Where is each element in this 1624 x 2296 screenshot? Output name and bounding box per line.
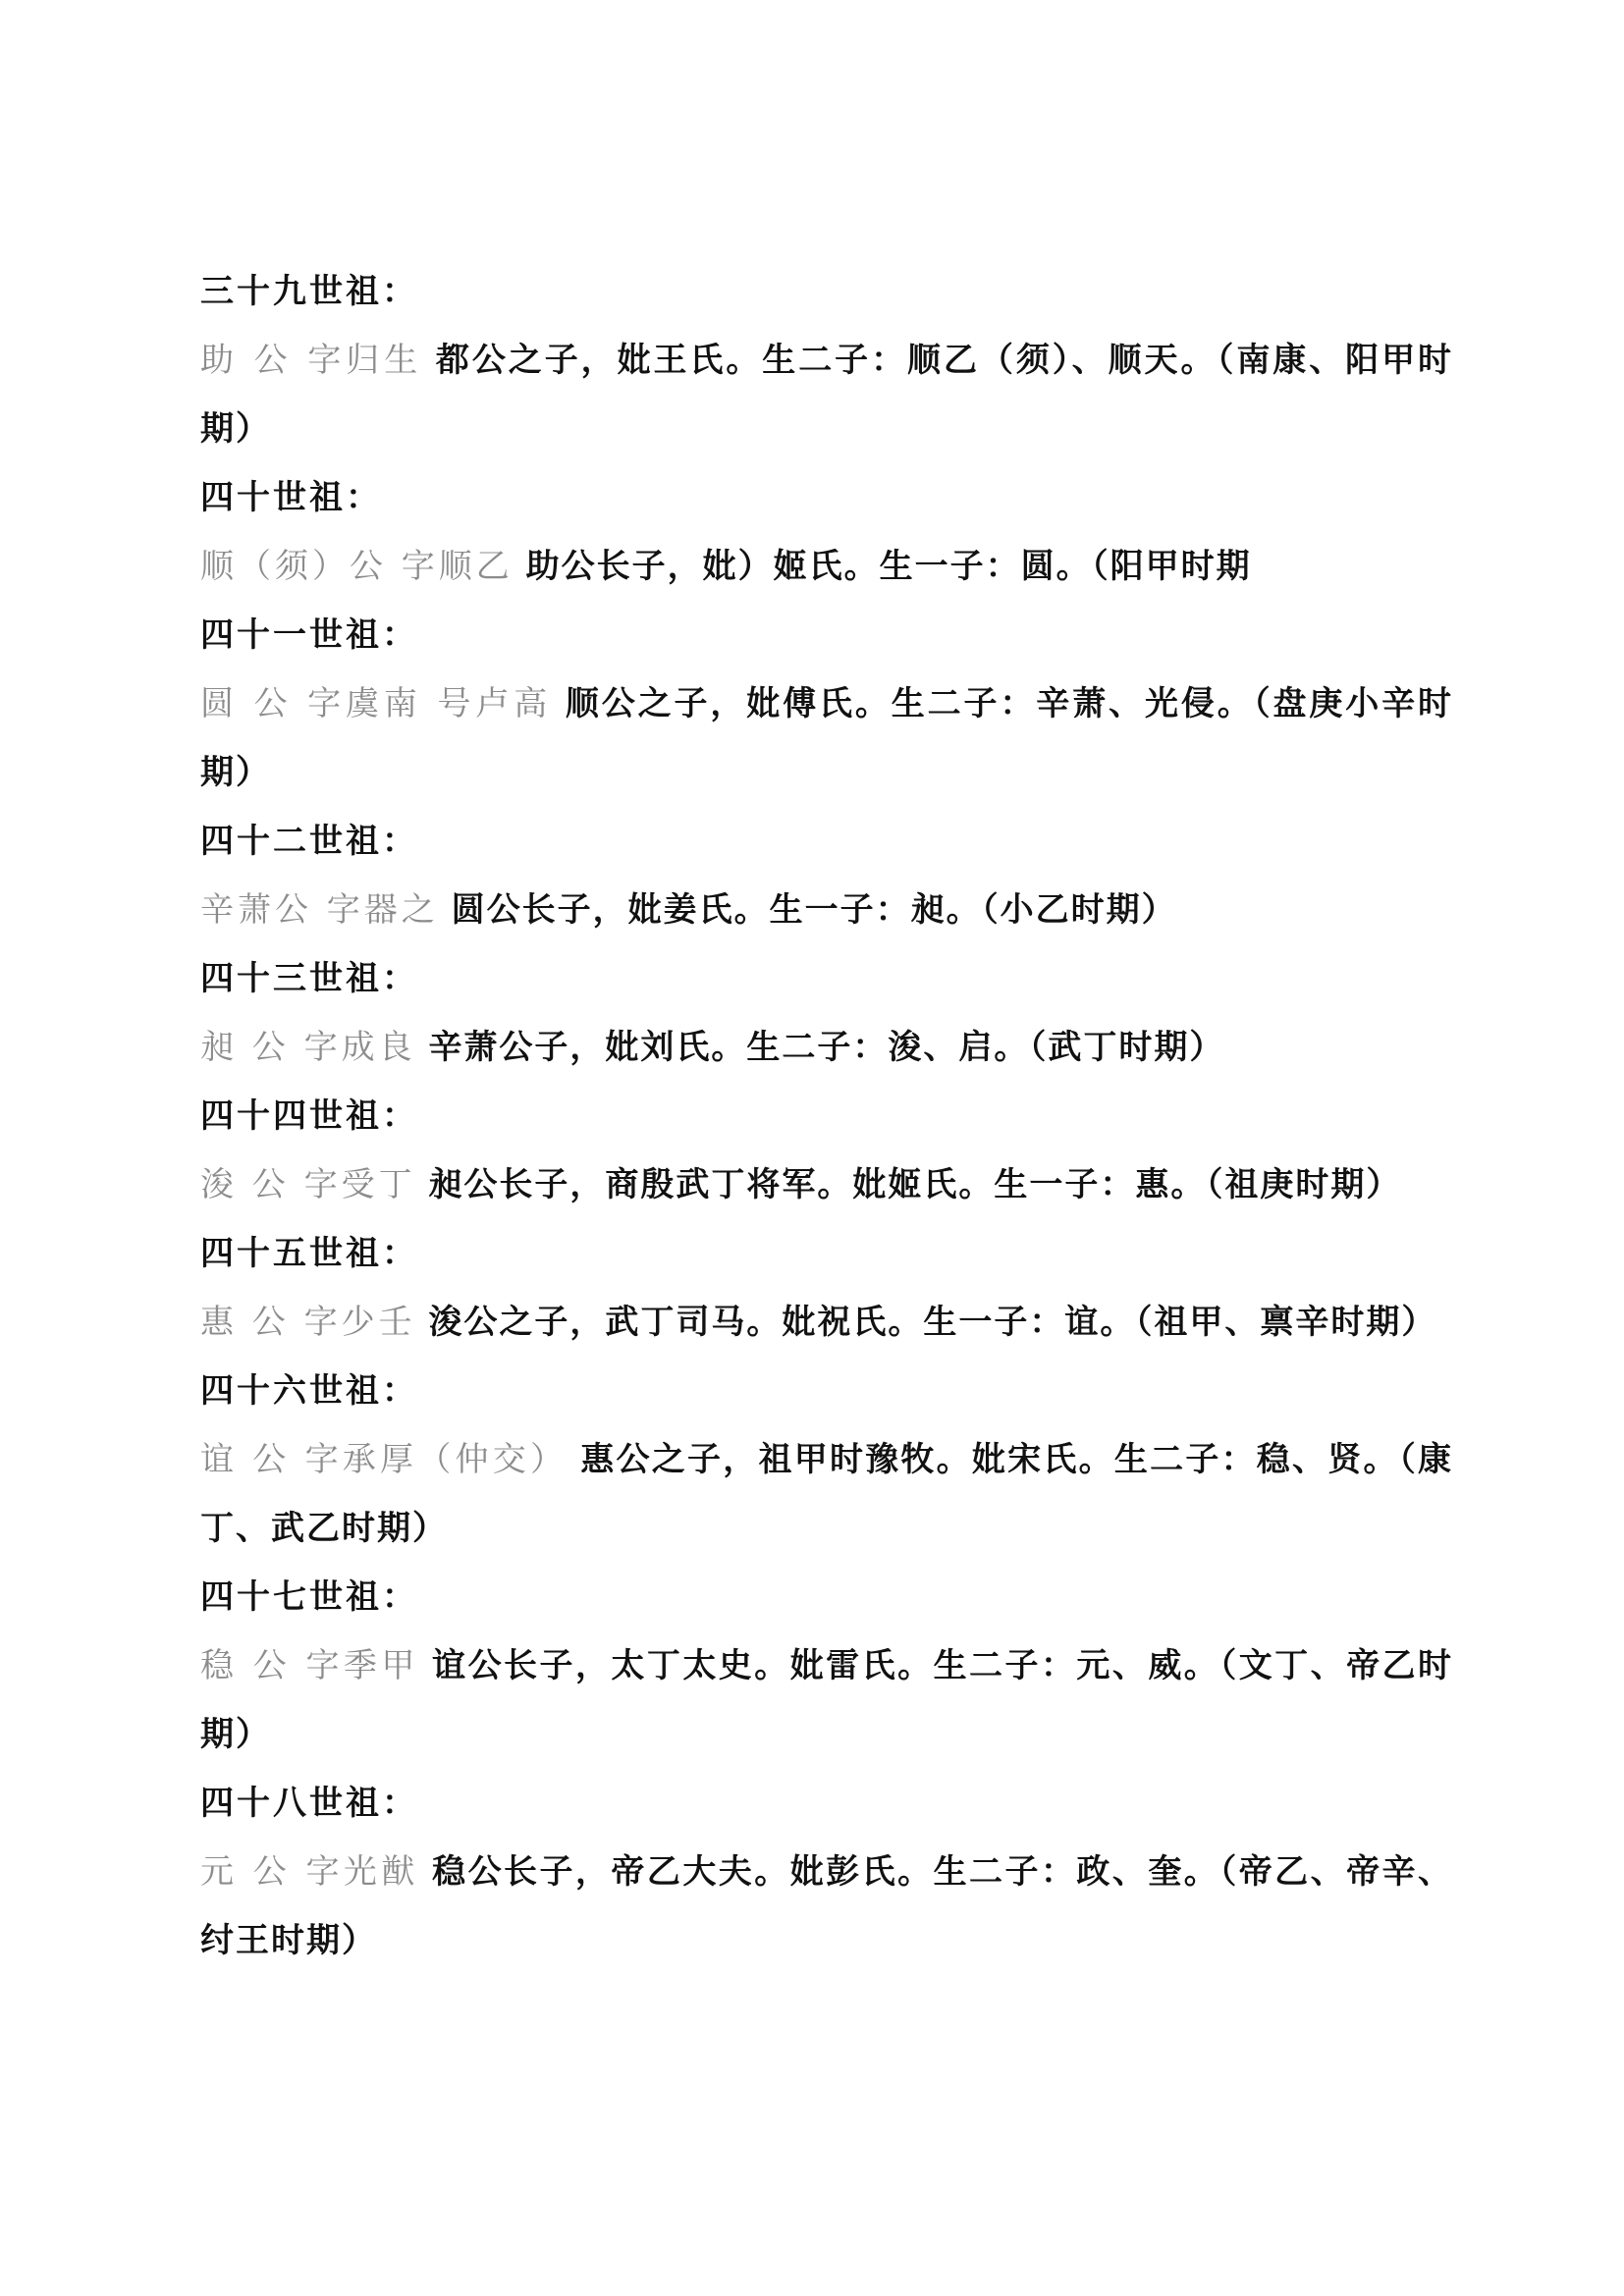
generation-heading: 四十五世祖： <box>200 1234 418 1273</box>
ancestor-description: 助公长子，妣）姬氏。生一子：圆。（阳甲时期 <box>525 547 1252 586</box>
generation-heading: 四十世祖： <box>200 478 382 517</box>
ancestor-name: 顺（须）公 字顺乙 <box>200 547 514 586</box>
generation-heading: 四十二世祖： <box>200 822 418 861</box>
ancestor-entry <box>200 876 1453 944</box>
generation-heading: 四十八世祖： <box>200 1784 418 1823</box>
ancestor-description: 谊公长子，太丁太史。妣雷氏。生二子：元、威。（文丁、帝乙时期） <box>200 1646 1454 1754</box>
ancestor-name: 昶 公 字成良 <box>200 1028 416 1067</box>
ancestor-entry <box>200 326 1453 463</box>
ancestor-name: 元 公 字光猷 <box>200 1852 419 1892</box>
ancestor-entry <box>200 532 1453 601</box>
ancestor-entry <box>200 1631 1453 1769</box>
generation-heading: 四十六世祖： <box>200 1371 418 1411</box>
generation-heading: 三十九世祖： <box>200 272 418 311</box>
ancestor-name: 助 公 字归生 <box>200 341 423 380</box>
generation-heading: 四十七世祖： <box>200 1577 418 1617</box>
ancestor-description: 惠公之子，祖甲时豫牧。妣宋氏。生二子：稳、贤。（康丁、武乙时期） <box>200 1440 1453 1548</box>
ancestor-entry <box>200 1150 1453 1219</box>
ancestor-description: 稳公长子，帝乙大夫。妣彭氏。生二子：政、奎。（帝乙、帝辛、纣王时期） <box>200 1852 1454 1960</box>
ancestor-description: 都公之子，妣王氏。生二子：顺乙（须）、顺天。（南康、阳甲时期） <box>200 341 1454 449</box>
ancestor-description: 顺公之子，妣傅氏。生二子：辛萧、光侵。（盘庚小辛时期） <box>200 684 1453 792</box>
ancestor-description: 浚公之子，武丁司马。妣祝氏。生一子：谊。（祖甲、禀辛时期） <box>428 1303 1437 1342</box>
document-page <box>200 257 1453 1975</box>
generation-heading: 四十四世祖： <box>200 1096 418 1136</box>
ancestor-entry <box>200 1838 1453 1975</box>
ancestor-description: 昶公长子，商殷武丁将军。妣姬氏。生一子：惠。（祖庚时期） <box>428 1165 1402 1204</box>
generation-heading: 四十三世祖： <box>200 959 418 998</box>
ancestor-name: 辛萧公 字器之 <box>200 890 439 930</box>
ancestor-name: 稳 公 字季甲 <box>200 1646 419 1685</box>
ancestor-entry <box>200 1013 1453 1082</box>
ancestor-name: 圆 公 字虞南 号卢高 <box>200 684 553 723</box>
ancestor-name: 谊 公 字承厚（仲交） <box>200 1440 568 1479</box>
generation-heading: 四十一世祖： <box>200 615 418 655</box>
ancestor-description: 圆公长子，妣姜氏。生一子：昶。（小乙时期） <box>451 890 1177 930</box>
ancestor-entry <box>200 1425 1453 1563</box>
ancestor-entry <box>200 1288 1453 1357</box>
ancestor-name: 惠 公 字少壬 <box>200 1303 416 1342</box>
ancestor-description: 辛萧公子，妣刘氏。生二子：浚、启。（武丁时期） <box>428 1028 1225 1067</box>
ancestor-entry <box>200 669 1453 807</box>
ancestor-name: 浚 公 字受丁 <box>200 1165 416 1204</box>
